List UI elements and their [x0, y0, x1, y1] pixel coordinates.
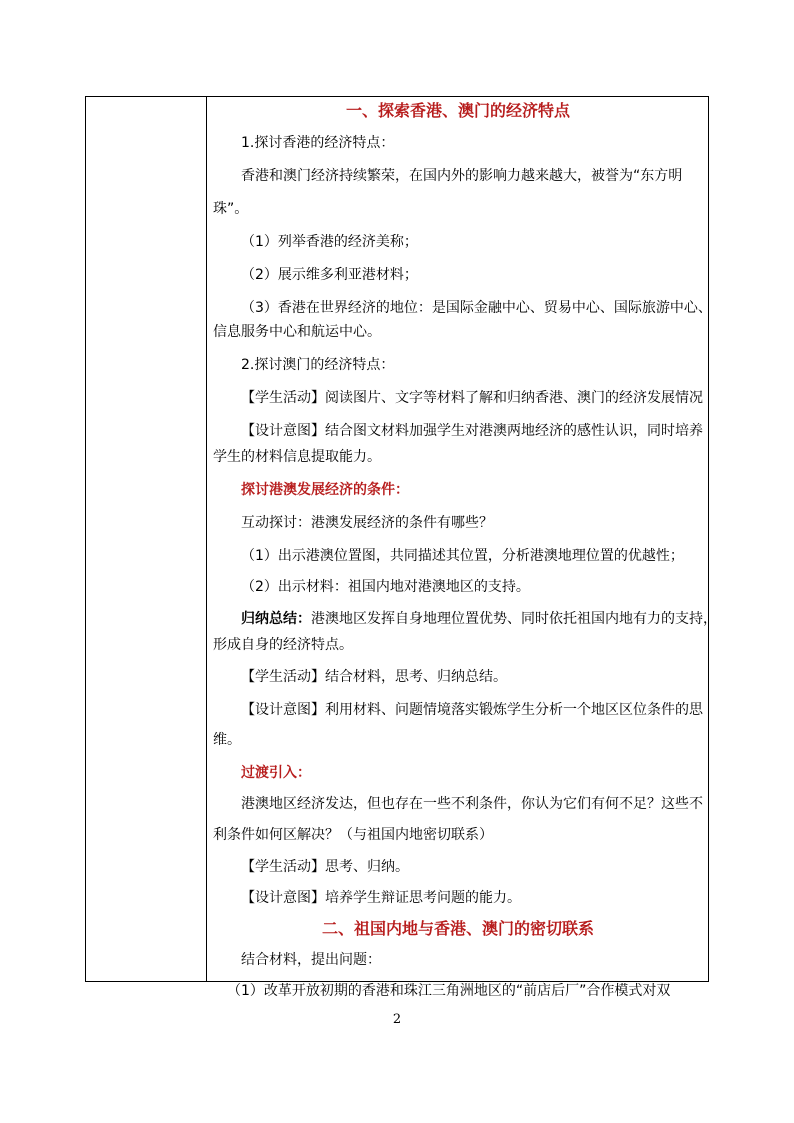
intent-label: 【设计意图】	[241, 423, 325, 439]
question-line: 互动探讨：港澳发展经济的条件有哪些？	[241, 515, 493, 531]
activity-label: 【学生活动】	[241, 859, 325, 875]
intent-text: 利用材料、问题情境落实锻炼学生分析一个地区区位条件的思	[325, 702, 703, 718]
student-activity-line	[213, 388, 703, 408]
page-number: 2	[392, 1012, 402, 1027]
summary-continuation: 形成自身的经济特点。	[213, 637, 353, 653]
subheading-hk-economy: 1.探讨香港的经济特点：	[241, 135, 395, 151]
activity-label: 【学生活动】	[241, 669, 325, 685]
list-item-continuation: 信息服务中心和航运中心。	[213, 324, 381, 340]
paragraph-line: 港澳地区经济发达，但也存在一些不利条件，你认为它们有何不足？这些不	[241, 796, 703, 812]
student-activity-line	[213, 857, 703, 877]
table-right-cell	[207, 97, 717, 999]
intent-label: 【设计意图】	[241, 890, 325, 906]
subheading-macau-economy: 2.探讨澳门的经济特点：	[241, 357, 395, 373]
section-heading-2: 二、祖国内地与香港、澳门的密切联系	[321, 919, 594, 938]
design-intent-line	[213, 700, 703, 720]
paragraph-line: 利条件如何区解决？（与祖国内地密切联系）	[213, 827, 493, 843]
activity-label: 【学生活动】	[241, 390, 325, 406]
list-item: （1）出示港澳位置图，共同描述其位置，分析港澳地理位置的优越性；	[241, 548, 684, 564]
intent-text: 结合图文材料加强学生对港澳两地经济的感性认识，同时培养	[325, 423, 703, 439]
intent-text: 培养学生辩证思考问题的能力。	[325, 890, 521, 906]
paragraph-line: 结合材料，提出问题：	[241, 952, 381, 968]
paragraph-line: 香港和澳门经济持续繁荣，在国内外的影响力越来越大，被誉为“东方明	[241, 168, 683, 184]
design-intent-continuation: 维。	[213, 732, 241, 748]
intent-label: 【设计意图】	[241, 702, 325, 718]
paragraph-line: 珠”。	[213, 201, 249, 217]
list-item: （1）改革开放初期的香港和珠江三角洲地区的“前店后厂”合作模式对双	[227, 983, 671, 999]
subheading-conditions: 探讨港澳发展经济的条件：	[241, 482, 409, 498]
student-activity-line	[213, 667, 703, 687]
table-left-cell	[86, 97, 207, 981]
subheading-transition: 过渡引入：	[241, 765, 311, 781]
activity-text: 阅读图片、文字等材料了解和归纳香港、澳门的经济发展情况	[325, 390, 703, 406]
list-item: （1）列举香港的经济美称；	[241, 234, 418, 250]
summary-line	[213, 609, 717, 629]
list-item: （3）香港在世界经济的地位：是国际金融中心、贸易中心、国际旅游中心、	[241, 300, 712, 316]
activity-text: 结合材料，思考、归纳总结。	[325, 669, 507, 685]
design-intent-continuation: 学生的材料信息提取能力。	[213, 449, 381, 465]
list-item: （2）展示维多利亚港材料；	[241, 267, 418, 283]
summary-text: 港澳地区发挥自身地理位置优势、同时依托祖国内地有力的支持，	[311, 611, 717, 627]
design-intent-line	[213, 888, 703, 908]
section-heading-1: 一、探索香港、澳门的经济特点	[345, 101, 570, 120]
list-item: （2）出示材料：祖国内地对港澳地区的支持。	[241, 579, 530, 595]
lesson-table	[85, 96, 717, 999]
activity-text: 思考、归纳。	[325, 859, 409, 875]
summary-label: 归纳总结：	[241, 611, 311, 627]
design-intent-line	[213, 421, 703, 441]
